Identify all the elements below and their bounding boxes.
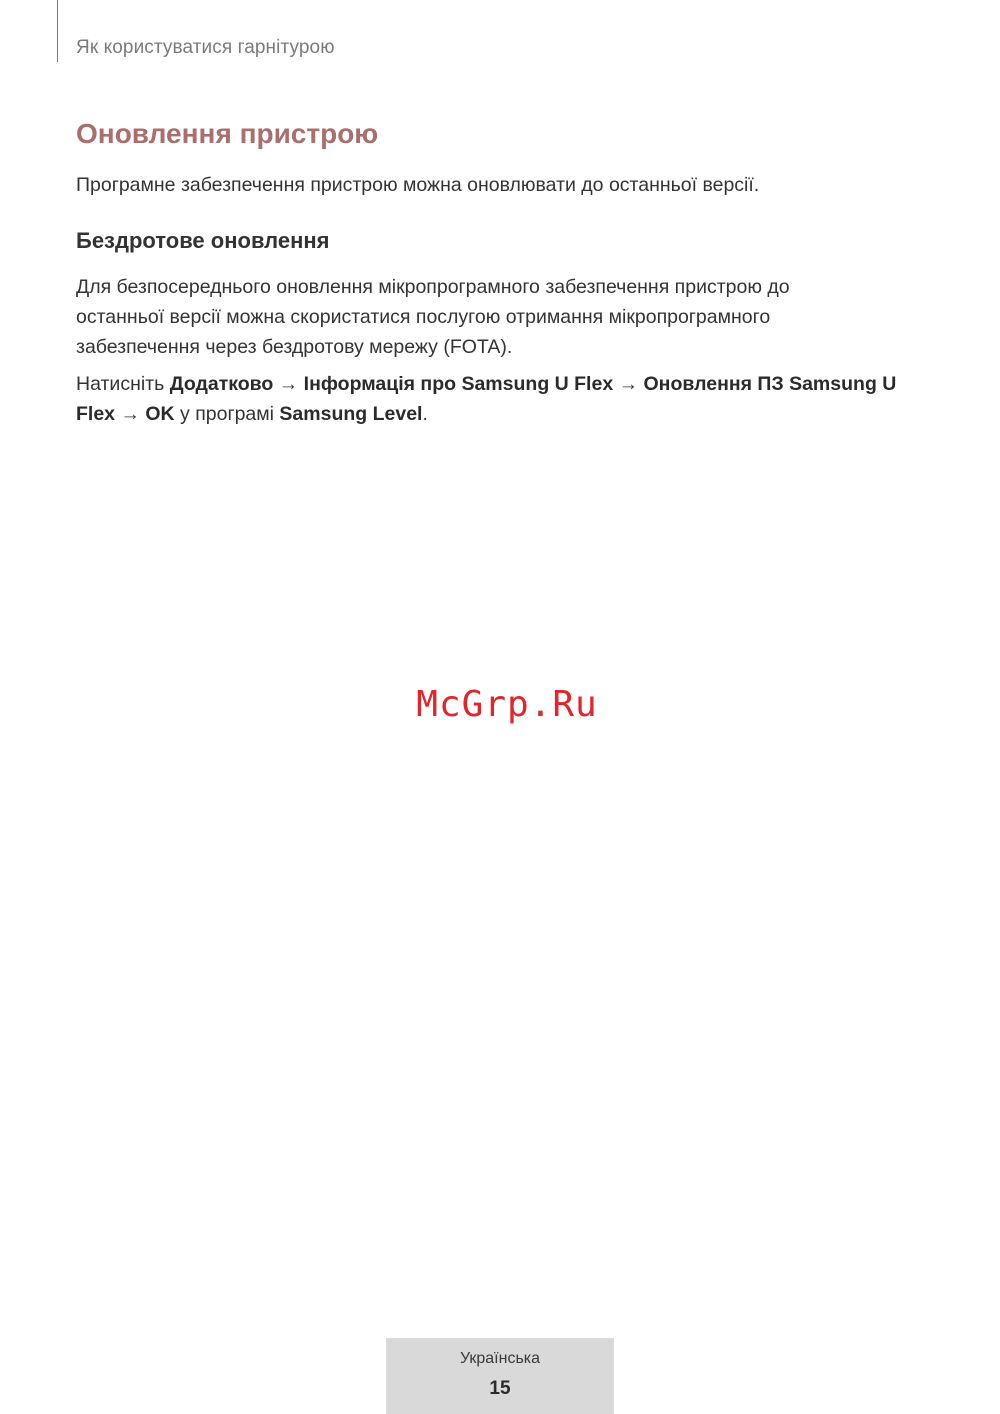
running-header: Як користуватися гарнітурою xyxy=(76,37,335,58)
fota-paragraph: Для безпосереднього оновлення мікропрограмного забезпечення пристрою до останньої версії можна скористатися послугою отримання мікропрограмного забезпечення через бездротову мережу (FOTA). xyxy=(76,276,790,358)
footer-box xyxy=(386,1338,614,1414)
intro-paragraph: Програмне забезпечення пристрою можна оновлювати до останньої версії. xyxy=(76,174,760,196)
app-name: Samsung Level xyxy=(279,403,423,425)
margin-rule xyxy=(57,0,58,62)
watermark: McGrp.Ru xyxy=(416,684,598,725)
menu-step-more: Додатково xyxy=(169,373,274,395)
instruction-prefix: Натисніть xyxy=(76,373,170,395)
arrow-2: → xyxy=(613,373,644,395)
page-number: 15 xyxy=(489,1378,511,1399)
arrow-3: → xyxy=(115,403,146,425)
menu-step-update: Оновлення ПЗ Samsung U Flex xyxy=(76,373,897,425)
instruction-middle: у програмі xyxy=(174,403,280,425)
section-title: Оновлення пристрою xyxy=(76,118,379,149)
instruction-suffix: . xyxy=(422,403,428,425)
arrow-1: → xyxy=(273,373,304,395)
instruction-paragraph xyxy=(76,369,926,429)
subsection-title: Бездротове оновлення xyxy=(76,228,330,253)
menu-step-ok: OK xyxy=(145,403,175,425)
footer-language: Українська xyxy=(459,1350,541,1367)
menu-step-info: Інформація про Samsung U Flex xyxy=(303,373,614,395)
